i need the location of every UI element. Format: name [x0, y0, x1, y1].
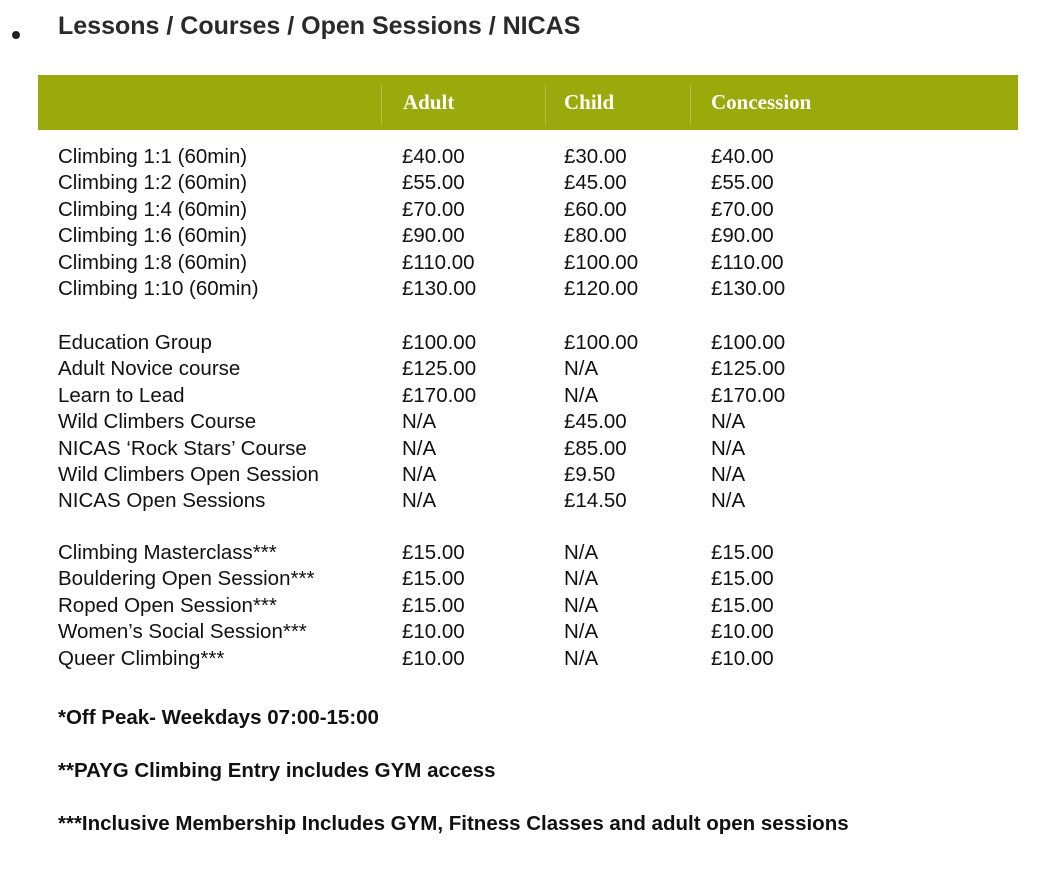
- row-name: NICAS Open Sessions: [58, 489, 266, 513]
- table-row: [0, 330, 1040, 356]
- child-price: £60.00: [564, 197, 627, 221]
- concession-price: £125.00: [711, 357, 786, 381]
- column-header-adult: Adult: [403, 90, 455, 114]
- section-heading: [0, 8, 1040, 48]
- adult-price: £90.00: [402, 224, 465, 248]
- table-row: [0, 488, 1040, 514]
- adult-price: £125.00: [402, 357, 477, 381]
- child-price: £100.00: [564, 331, 639, 354]
- bullet-icon: [12, 31, 20, 39]
- concession-price: £10.00: [711, 646, 774, 670]
- child-price: N/A: [564, 383, 599, 407]
- adult-price: £110.00: [402, 250, 475, 274]
- table-row: [0, 197, 1040, 223]
- price-group-open-sessions: [0, 540, 1040, 672]
- table-row: [0, 593, 1040, 619]
- concession-price: £110.00: [711, 250, 784, 274]
- child-price: N/A: [564, 357, 599, 381]
- table-row: [0, 356, 1040, 382]
- child-price: N/A: [564, 567, 599, 591]
- row-name: Bouldering Open Session***: [58, 567, 315, 591]
- child-price: N/A: [564, 593, 599, 617]
- row-name: Climbing 1:2 (60min): [58, 171, 248, 195]
- concession-price: £15.00: [711, 593, 774, 617]
- concession-price: £10.00: [711, 620, 774, 644]
- adult-price: £15.00: [402, 567, 465, 591]
- row-name: Climbing 1:1 (60min): [58, 145, 248, 168]
- row-name: Queer Climbing***: [58, 646, 225, 670]
- row-name: Wild Climbers Course: [58, 410, 257, 434]
- child-price: £80.00: [564, 224, 627, 248]
- table-row: [0, 540, 1040, 566]
- adult-price: £70.00: [402, 197, 465, 221]
- table-row: [0, 383, 1040, 409]
- row-name: NICAS ‘Rock Stars’ Course: [58, 436, 307, 460]
- child-price: N/A: [564, 620, 599, 644]
- column-header-concession: Concession: [711, 90, 812, 114]
- table-row: [0, 144, 1040, 170]
- child-price: £45.00: [564, 410, 627, 434]
- price-group-courses: [0, 330, 1040, 515]
- concession-price: £170.00: [711, 383, 786, 407]
- concession-price: N/A: [711, 462, 746, 486]
- row-name: Learn to Lead: [58, 383, 185, 407]
- child-price: £14.50: [564, 489, 627, 513]
- row-name: Climbing Masterclass***: [58, 541, 277, 564]
- header-divider: [545, 85, 546, 125]
- table-row: [0, 250, 1040, 276]
- adult-price: N/A: [402, 410, 437, 434]
- table-row: [0, 436, 1040, 462]
- header-divider: [690, 85, 691, 125]
- table-row: [0, 619, 1040, 645]
- footnote-off-peak: *Off Peak- Weekdays 07:00-15:00: [58, 706, 379, 729]
- page-title: Lessons / Courses / Open Sessions / NICAS: [58, 12, 581, 40]
- table-row: [0, 566, 1040, 592]
- table-row: [0, 409, 1040, 435]
- child-price: N/A: [564, 541, 599, 564]
- adult-price: £15.00: [402, 593, 465, 617]
- adult-price: £100.00: [402, 331, 477, 354]
- adult-price: £130.00: [402, 276, 477, 300]
- child-price: £45.00: [564, 171, 627, 195]
- concession-price: £130.00: [711, 276, 786, 300]
- row-name: Adult Novice course: [58, 357, 241, 381]
- concession-price: £70.00: [711, 197, 774, 221]
- row-name: Roped Open Session***: [58, 593, 277, 617]
- price-group-lessons: [0, 144, 1040, 302]
- child-price: £30.00: [564, 145, 627, 168]
- adult-price: £10.00: [402, 646, 465, 670]
- table-row: [0, 276, 1040, 302]
- concession-price: N/A: [711, 410, 746, 434]
- child-price: £85.00: [564, 436, 627, 460]
- adult-price: £10.00: [402, 620, 465, 644]
- concession-price: £90.00: [711, 224, 774, 248]
- adult-price: £40.00: [402, 145, 465, 168]
- adult-price: £170.00: [402, 383, 477, 407]
- table-row: [0, 170, 1040, 196]
- concession-price: £100.00: [711, 331, 786, 354]
- child-price: £9.50: [564, 462, 616, 486]
- table-header: [38, 75, 1018, 130]
- row-name: Wild Climbers Open Session: [58, 462, 319, 486]
- row-name: Climbing 1:10 (60min): [58, 276, 259, 300]
- column-header-child: Child: [564, 90, 615, 114]
- row-name: Climbing 1:4 (60min): [58, 197, 248, 221]
- adult-price: N/A: [402, 462, 437, 486]
- table-row: [0, 462, 1040, 488]
- adult-price: £15.00: [402, 541, 465, 564]
- concession-price: £15.00: [711, 541, 774, 564]
- row-name: Climbing 1:8 (60min): [58, 250, 248, 274]
- adult-price: N/A: [402, 489, 437, 513]
- child-price: £120.00: [564, 276, 639, 300]
- table-row: [0, 646, 1040, 672]
- concession-price: N/A: [711, 489, 746, 513]
- concession-price: N/A: [711, 436, 746, 460]
- row-name: Women’s Social Session***: [58, 620, 307, 644]
- row-name: Climbing 1:6 (60min): [58, 224, 248, 248]
- footnote-inclusive-membership: ***Inclusive Membership Includes GYM, Fitness Classes and adult open sessions: [58, 812, 849, 835]
- concession-price: £15.00: [711, 567, 774, 591]
- table-row: [0, 223, 1040, 249]
- concession-price: £40.00: [711, 145, 774, 168]
- concession-price: £55.00: [711, 171, 774, 195]
- row-name: Education Group: [58, 331, 212, 354]
- footnote-payg: **PAYG Climbing Entry includes GYM access: [58, 759, 496, 782]
- adult-price: N/A: [402, 436, 437, 460]
- child-price: N/A: [564, 646, 599, 670]
- adult-price: £55.00: [402, 171, 465, 195]
- child-price: £100.00: [564, 250, 639, 274]
- header-divider: [381, 85, 382, 125]
